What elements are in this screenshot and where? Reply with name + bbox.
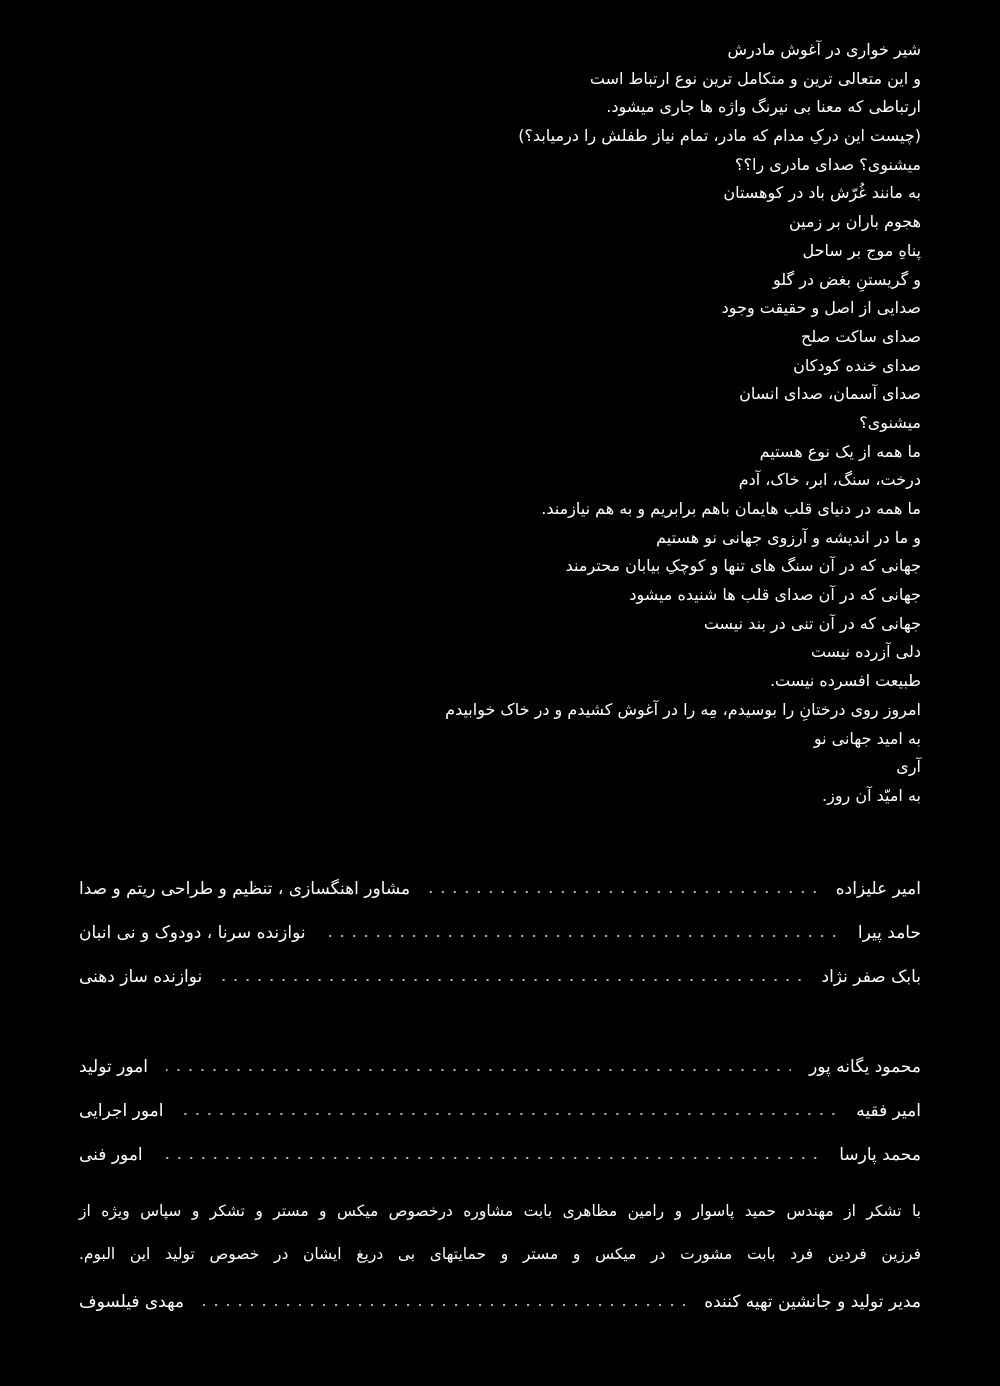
credit-role: نوازنده ساز دهنی bbox=[79, 967, 203, 987]
poem-line: ما همه در دنیای قلب هایمان باهم برابریم و به هم نیازمند. bbox=[541, 499, 921, 518]
poem-line: هجوم باران بر زمین bbox=[788, 212, 921, 232]
credit-row bbox=[79, 1133, 921, 1177]
poem-line: جهانی که در آن تنی در بند نیست bbox=[703, 613, 921, 633]
poem-line: پناهِ موج بر ساحل bbox=[802, 240, 921, 260]
dot-leader bbox=[220, 979, 803, 981]
poem-line: به امیّد آن روز. bbox=[822, 785, 921, 805]
credit-row bbox=[79, 1045, 921, 1089]
credit-name: بابک صفر نژاد bbox=[821, 967, 921, 987]
credit-role: امور اجرایی bbox=[79, 1101, 164, 1121]
poem-line: و گریستنِ بغض در گلو bbox=[772, 269, 921, 289]
credit-row bbox=[79, 867, 921, 911]
credit-name: امیر فقیه bbox=[856, 1101, 921, 1121]
credit-row bbox=[79, 955, 921, 999]
poem-line: صدای خنده کودکان bbox=[793, 355, 921, 375]
poem-line: به امید جهانی نو bbox=[813, 728, 921, 748]
credit-name: امیر علیزاده bbox=[835, 879, 921, 899]
poem-line: میشنوی؟ صدای مادری را؟؟ bbox=[735, 154, 921, 174]
acknowledgement-line: فرزین فردین فرد بابت مشورت در میکس و مستر و حمایتهای بی دریغ ایشان در خصوص تولید این البوم. bbox=[79, 1245, 921, 1263]
poem-line: صدای ساکت صلح bbox=[801, 326, 921, 346]
credit-name: محمود یگانه پور bbox=[809, 1057, 921, 1077]
poem-line: طبیعت افسرده نیست. bbox=[769, 671, 921, 691]
poem-line: صدایی از اصل و حقیقت وجود bbox=[721, 298, 921, 318]
poem-line: و این متعالی ترین و متکامل ترین نوع ارتباط است bbox=[589, 68, 921, 88]
credit-role: نوازنده سرنا ، دودوک و نی انبان bbox=[79, 923, 306, 943]
credit-role: امور فنی bbox=[79, 1145, 143, 1165]
credit-name: مدیر تولید و جانشین تهیه کننده bbox=[704, 1292, 921, 1312]
poem-line: ارتباطی که معنا بی نیرنگ واژه ها جاری میشود. bbox=[606, 97, 921, 117]
dot-leader bbox=[161, 1157, 822, 1159]
poem-line: درخت، سنگ، ابر، خاک، آدم bbox=[738, 470, 921, 490]
dot-leader bbox=[428, 891, 818, 893]
credit-role: امور تولید bbox=[79, 1057, 148, 1077]
poem-line: و ما در اندیشه و آرزوی جهانی نو هستیم bbox=[656, 527, 921, 547]
poem-line: (چیست این درکِ مدام که مادر، تمام نیاز طفلش را درمیابد؟) bbox=[518, 126, 921, 146]
poem-line: آری bbox=[896, 757, 921, 777]
poem-line: میشنوی؟ bbox=[859, 412, 921, 432]
music-credits bbox=[79, 867, 921, 999]
credit-row bbox=[79, 1280, 921, 1324]
dot-leader bbox=[166, 1069, 791, 1071]
dot-leader bbox=[181, 1113, 838, 1115]
credit-name: حامد پیرا bbox=[857, 923, 921, 943]
poem-text bbox=[51, 36, 921, 811]
acknowledgement-text bbox=[79, 1190, 921, 1276]
credit-role: مهدی فیلسوف bbox=[79, 1292, 185, 1312]
poem-line: به مانند غُرّش باد در کوهستان bbox=[723, 183, 921, 203]
dot-leader bbox=[202, 1304, 686, 1306]
credit-name: محمد پارسا bbox=[839, 1145, 921, 1165]
poem-line: جهانی که در آن صدای قلب ها شنیده میشود bbox=[629, 585, 921, 605]
poem-line: صدای آسمان، صدای انسان bbox=[739, 384, 921, 404]
poem-line: دلی آزرده نیست bbox=[810, 642, 921, 662]
producer-credit bbox=[79, 1280, 921, 1324]
acknowledgement-line: با تشکر از مهندس حمید پاسوار و رامین مظاهری بابت مشاوره درخصوص میکس و مستر و تشکر و سپاس ویژه از bbox=[79, 1202, 921, 1220]
poem-line: شیر خواری در آغوش مادرش bbox=[727, 40, 921, 59]
credit-row bbox=[79, 1089, 921, 1133]
credit-role: مشاور اهنگسازی ، تنظیم و طراحی ریتم و صدا bbox=[79, 879, 411, 899]
poem-line: ما همه از یک نوع هستیم bbox=[759, 441, 921, 461]
poem-line: جهانی که در آن سنگ های تنها و کوچکِ بیابان محترمند bbox=[565, 556, 921, 576]
credit-row bbox=[79, 911, 921, 955]
dot-leader bbox=[324, 935, 840, 937]
poem-line: امروز روی درختانِ را بوسیدم، مِه را در آغوش کشیدم و در خاک خوابیدم bbox=[445, 699, 921, 719]
production-credits bbox=[79, 1045, 921, 1177]
